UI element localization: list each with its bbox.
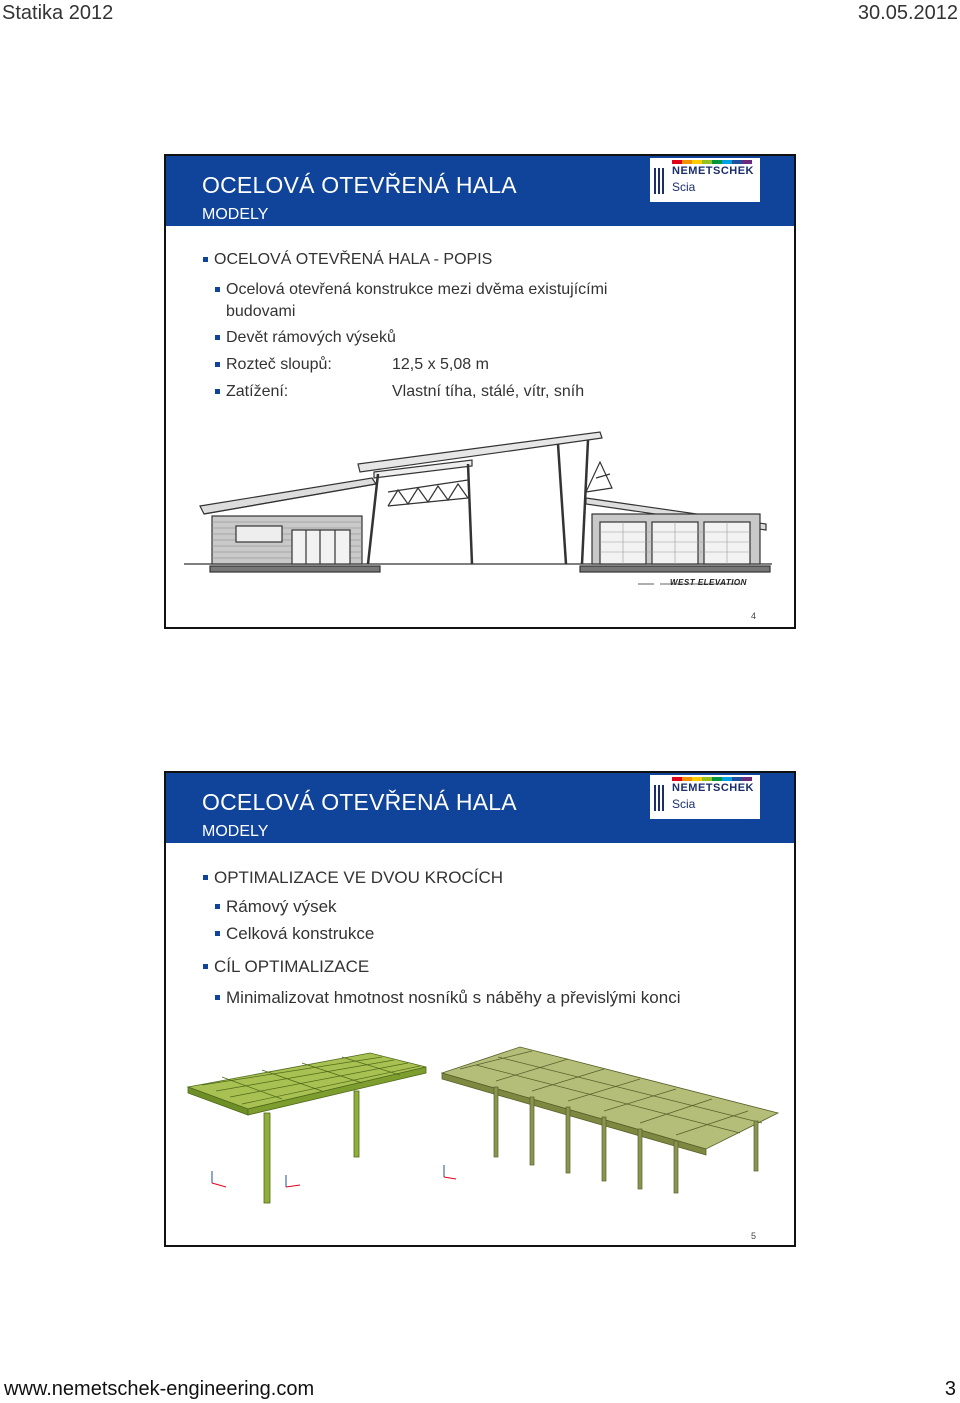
logo-name: NEMETSCHEK: [672, 165, 755, 177]
slide-header: [166, 156, 794, 226]
bullet-item: Zatížení:: [226, 383, 289, 400]
bullet-item: Devět rámových výseků: [226, 329, 396, 346]
drawing-label: WEST ELEVATION: [670, 578, 747, 587]
course-title: Statika 2012: [2, 2, 114, 24]
page-date: 30.05.2012: [857, 2, 958, 24]
nemetschek-logo: [650, 158, 760, 202]
bullet-item: Minimalizovat hmotnost nosníků s náběhy a převislými konci: [226, 988, 681, 1007]
bullet-heading: OPTIMALIZACE VE DVOU KROCÍCH: [214, 868, 504, 887]
bullet-item: Ocelová otevřená konstrukce mezi dvěma existujícími: [226, 281, 608, 298]
bullet-item: Rámový výsek: [226, 897, 337, 916]
frame-bay-model: [182, 1049, 438, 1209]
logo-sub: Scia: [672, 797, 696, 811]
page-header: [0, 0, 960, 30]
slide-number: 4: [750, 611, 756, 621]
logo-sub: Scia: [672, 180, 696, 194]
bullet-heading: OCELOVÁ OTEVŘENÁ HALA - POPIS: [214, 251, 493, 268]
slide-header: [166, 773, 794, 843]
bullet-value: 12,5 x 5,08 m: [392, 356, 489, 373]
nemetschek-logo: [650, 775, 760, 819]
bullet-item: Rozteč sloupů:: [226, 356, 332, 373]
slide-4: [164, 154, 796, 629]
bullet-heading: CÍL OPTIMALIZACE: [214, 957, 370, 976]
slide-subtitle: MODELY: [202, 823, 269, 840]
logo-bars-icon: [654, 781, 668, 813]
slide-title: OCELOVÁ OTEVŘENÁ HALA: [202, 789, 517, 815]
page-number: 3: [944, 1378, 956, 1400]
website-url[interactable]: www.nemetschek-engineering.com: [4, 1378, 315, 1400]
logo-name: NEMETSCHEK: [672, 782, 755, 794]
slide-title: OCELOVÁ OTEVŘENÁ HALA: [202, 172, 517, 198]
page-footer: [0, 1376, 960, 1403]
slide-subtitle: MODELY: [202, 206, 269, 223]
slide-number: 5: [750, 1231, 756, 1241]
full-structure-model: [436, 1045, 786, 1195]
bullet-value: Vlastní tíha, stálé, vítr, sníh: [392, 383, 585, 400]
bullet-item: Celková konstrukce: [226, 924, 375, 943]
west-elevation-drawing: [182, 418, 782, 598]
logo-bars-icon: [654, 164, 668, 196]
bullet-item-continued: budovami: [226, 303, 296, 320]
slide-5: [164, 771, 796, 1247]
